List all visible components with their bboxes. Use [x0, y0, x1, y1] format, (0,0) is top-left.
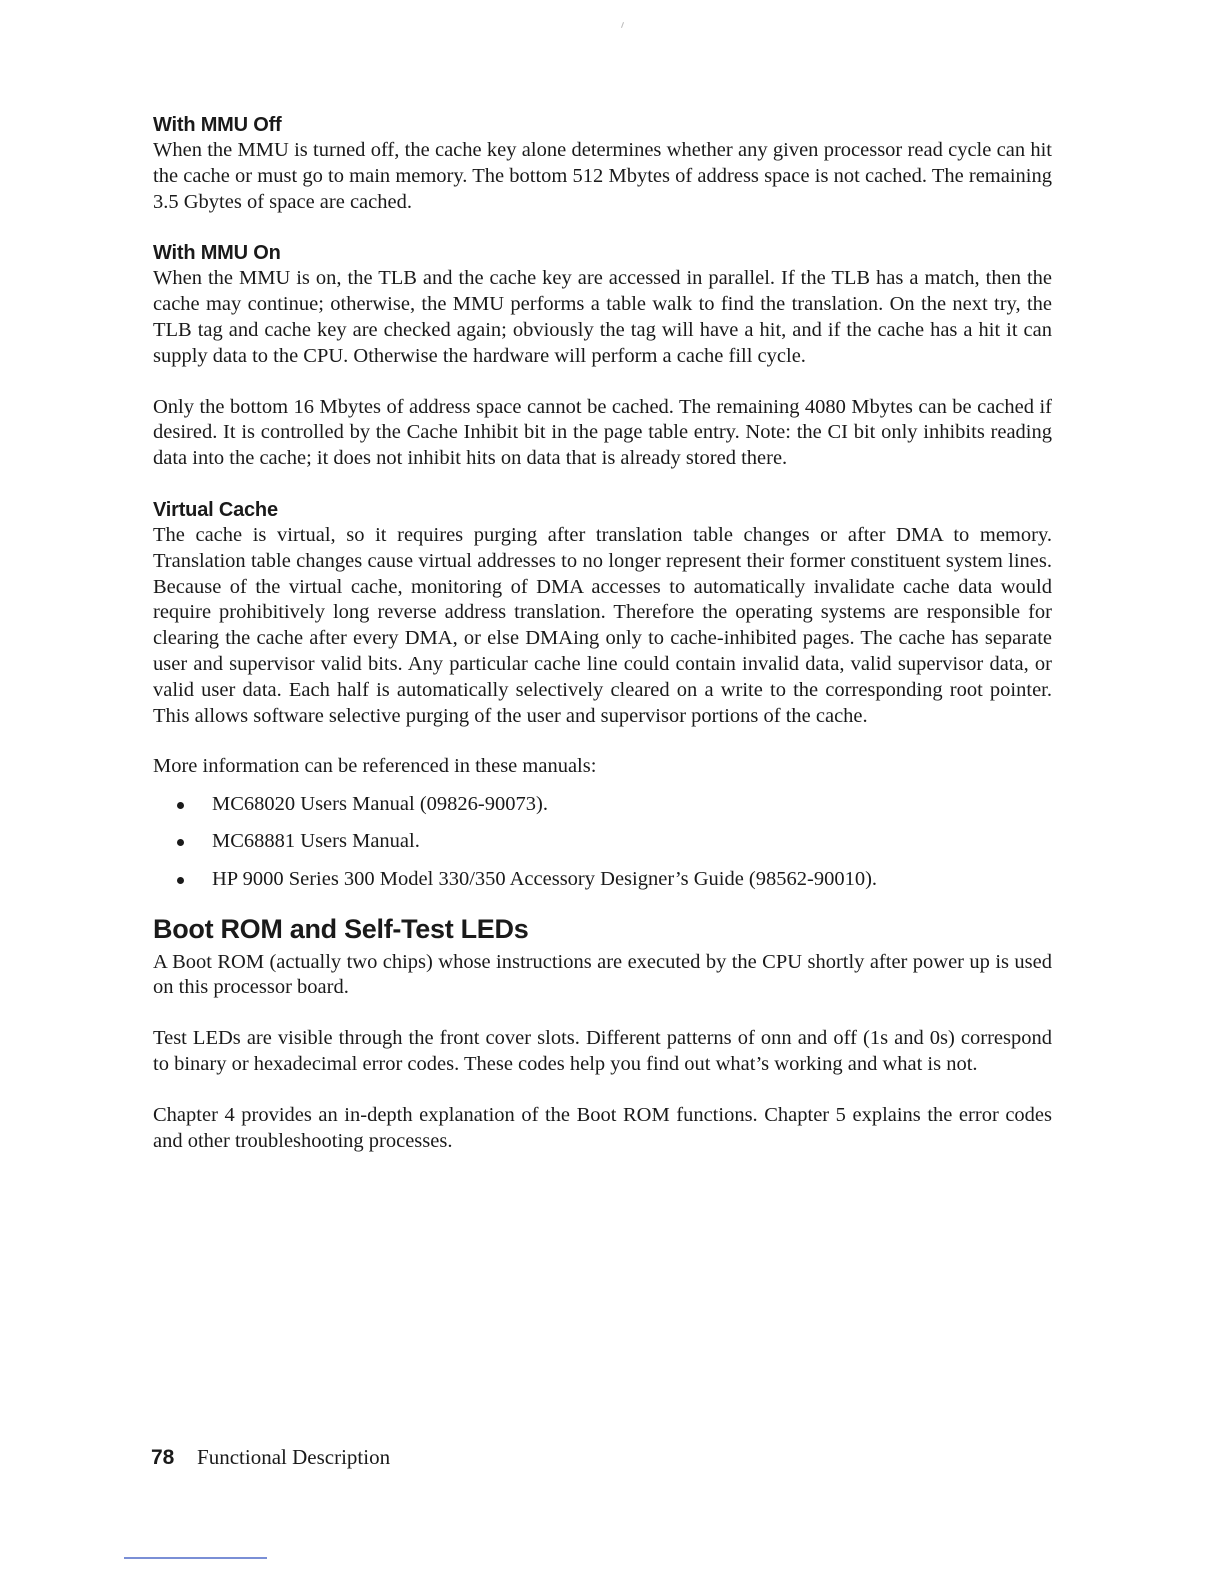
paragraph-boot-rom-1: A Boot ROM (actually two chips) whose instructions are executed by the CPU shortly after power up is used on this processor board. [153, 950, 1052, 999]
paragraph-mmu-on-1: When the MMU is on, the TLB and the cache key are accessed in parallel. If the TLB has a match, then the cache may continue; otherwise, the MMU performs a table walk to find the translation. On the next try, the TLB tag and cache key are checked again; obviously the tag will have a hit, and if the cache has a hit it can supply data to the CPU. Otherwise the hardware will perform a cache fill cycle. [153, 267, 1052, 367]
heading-mmu-off: With MMU Off [153, 114, 282, 136]
list-item [153, 792, 1052, 818]
bullet-icon [177, 839, 184, 846]
page-footer [151, 1444, 390, 1471]
list-item [153, 867, 1052, 893]
references-intro: More information can be referenced in these manuals: [153, 755, 597, 778]
scan-artifact-mark [621, 22, 624, 28]
reference-text: MC68881 Users Manual. [212, 830, 420, 853]
footer-chapter-title: Functional Description [197, 1445, 391, 1469]
paragraph-virtual-cache: The cache is virtual, so it requires purging after translation table changes or after DMA to memory. Translation table changes cause virtual addresses to no longer represent their former constituent system lines. Because of the virtual cache, monitoring of DMA accesses to automatically invalidate cache data would require prohibitively long reverse address translation. Therefore the operating systems are responsible for clearing the cache after every DMA, or else DMAing only to cache-inhibited pages. The cache has separate user and supervisor valid bits. Any particular cache line could contain invalid data, valid supervisor data, or valid user data. Each half is automatically selectively cleared on a write to the corresponding root pointer. This allows software selective purging of the user and supervisor portions of the cache. [153, 523, 1052, 727]
page-body [153, 112, 1052, 1154]
section-title-boot-rom: Boot ROM and Self-Test LEDs [153, 913, 529, 944]
heading-mmu-on: With MMU On [153, 242, 281, 265]
paragraph-mmu-on-2: Only the bottom 16 Mbytes of address space cannot be cached. The remaining 4080 Mbytes can be cached if desired. It is controlled by the Cache Inhibit bit in the page table entry. Note: the CI bit only inhibits reading data into the cache; it does not inhibit hits on data that is already stored there. [153, 395, 1052, 470]
paragraph-boot-rom-3: Chapter 4 provides an in-depth explanation of the Boot ROM functions. Chapter 5 explains the error codes and other troubleshooting processes. [153, 1103, 1052, 1152]
bottom-rule [124, 1557, 267, 1559]
paragraph-boot-rom-2: Test LEDs are visible through the front cover slots. Different patterns of onn and off (1s and 0s) correspond to binary or hexadecimal error codes. These codes help you find out what’s working and what is not. [153, 1027, 1052, 1075]
page-number: 78 [151, 1446, 175, 1469]
reference-text: HP 9000 Series 300 Model 330/350 Accessory Designer’s Guide (98562-90010). [212, 867, 878, 890]
paragraph-mmu-off: When the MMU is turned off, the cache key alone determines whether any given processor read cycle can hit the cache or must go to main memory. The bottom 512 Mbytes of address space is not cached. The remaining 3.5 Gbytes of space are cached. [153, 139, 1052, 213]
bullet-icon [177, 802, 184, 809]
list-item [153, 829, 1052, 855]
heading-virtual-cache: Virtual Cache [153, 498, 278, 521]
references-list [153, 792, 1052, 892]
bullet-icon [177, 877, 184, 884]
reference-text: MC68020 Users Manual (09826-90073). [212, 793, 548, 816]
